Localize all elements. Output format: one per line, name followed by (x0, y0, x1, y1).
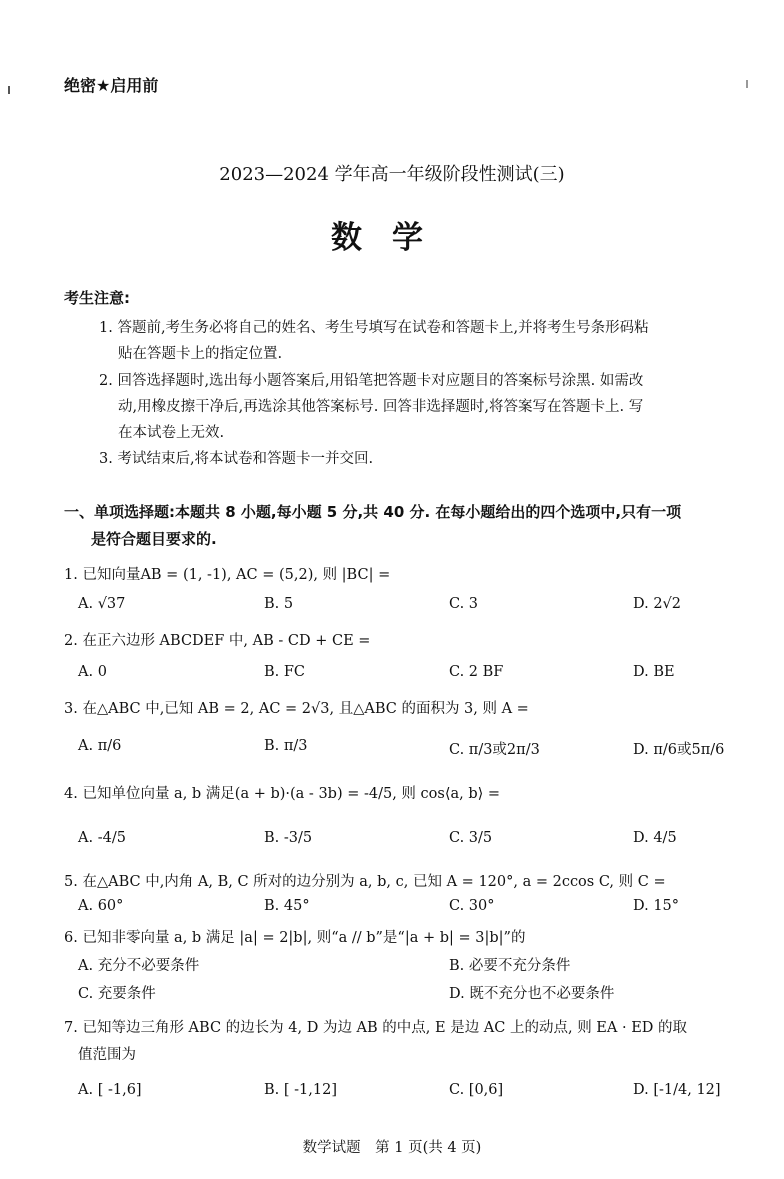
confidential-label: 绝密★启用前 (64, 76, 159, 95)
question-7-stem: 7. 已知等边三角形 ABC 的边长为 4, D 为边 AB 的中点, E 是边 AC 上的动点, 则 EA · ED 的取 (64, 1020, 688, 1036)
question-3-stem: 3. 在△ABC 中,已知 AB = 2, AC = 2√3, 且△ABC 的面积为 3, 则 A = (64, 701, 529, 717)
question-1-stem: 1. 已知向量AB = (1, -1), AC = (5,2), 则 |BC| = (64, 567, 391, 583)
q7-option-d: D. [-1/4, 12] (633, 1082, 721, 1098)
subject-title: 数学 (331, 220, 453, 256)
q1-option-b: B. 5 (264, 596, 294, 612)
q2-option-c: C. 2 BF (449, 664, 504, 680)
q6-option-a: A. 充分不必要条件 (78, 958, 200, 974)
q2-option-d: D. BE (633, 664, 675, 680)
q7-option-c: C. [0,6] (449, 1082, 504, 1098)
question-2-stem: 2. 在正六边形 ABCDEF 中, AB - CD + CE = (64, 633, 371, 649)
q7-option-b: B. [ -1,12] (264, 1082, 337, 1098)
q4-option-a: A. -4/5 (78, 830, 126, 846)
notice-line: 1. 答题前,考生务必将自己的姓名、考生号填写在试卷和答题卡上,并将考生号条形码粘 (99, 320, 649, 336)
scan-mark (8, 86, 10, 94)
q3-option-c: C. π/3或2π/3 (449, 742, 540, 758)
exam-title: 2023—2024 学年高一年级阶段性测试(三) (219, 164, 565, 185)
q4-option-c: C. 3/5 (449, 830, 493, 846)
question-5-stem: 5. 在△ABC 中,内角 A, B, C 所对的边分别为 a, b, c, 已知 A = 120°, a = 2ccos C, 则 C = (64, 874, 666, 890)
notice-line: 在本试卷上无效. (118, 425, 225, 441)
q6-option-b: B. 必要不充分条件 (449, 958, 571, 974)
q5-option-a: A. 60° (78, 898, 124, 914)
q2-option-b: B. FC (264, 664, 306, 680)
q4-option-b: B. -3/5 (264, 830, 313, 846)
q6-option-d: D. 既不充分也不必要条件 (449, 986, 615, 1002)
notice-line: 2. 回答选择题时,选出每小题答案后,用铅笔把答题卡对应题目的答案标号涂黑. 如需改 (99, 373, 644, 389)
notice-line: 贴在答题卡上的指定位置. (118, 346, 283, 362)
q4-option-d: D. 4/5 (633, 830, 677, 846)
notice-heading: 考生注意: (64, 289, 130, 307)
scan-mark (746, 80, 748, 88)
q3-option-d: D. π/6或5π/6 (633, 742, 725, 758)
q3-option-b: B. π/3 (264, 738, 308, 754)
question-6-stem: 6. 已知非零向量 a, b 满足 |a| = 2|b|, 则“a // b”是“|a + b| = 3|b|”的 (64, 930, 526, 946)
notice-line: 动,用橡皮擦干净后,再选涂其他答案标号. 回答非选择题时,将答案写在答题卡上. 写 (118, 399, 644, 415)
q6-option-c: C. 充要条件 (78, 986, 156, 1002)
section-heading: 一、单项选择题:本题共 8 小题,每小题 5 分,共 40 分. 在每小题给出的四个选项中,只有一项 (64, 503, 682, 521)
notice-line: 3. 考试结束后,将本试卷和答题卡一并交回. (99, 451, 374, 467)
q7-option-a: A. [ -1,6] (78, 1082, 142, 1098)
q5-option-d: D. 15° (633, 898, 680, 914)
q2-option-a: A. 0 (78, 664, 107, 680)
q1-option-a: A. √37 (78, 596, 126, 612)
section-heading-cont: 是符合题目要求的. (91, 530, 217, 548)
q1-option-c: C. 3 (449, 596, 479, 612)
question-7-stem-cont: 值范围为 (78, 1047, 136, 1063)
q1-option-d: D. 2√2 (633, 596, 682, 612)
q5-option-b: B. 45° (264, 898, 310, 914)
q5-option-c: C. 30° (449, 898, 495, 914)
page-footer: 数学试题 第 1 页(共 4 页) (302, 1140, 482, 1156)
question-4-stem: 4. 已知单位向量 a, b 满足(a + b)·(a - 3b) = -4/5, 则 cos⟨a, b⟩ = (64, 786, 501, 802)
q3-option-a: A. π/6 (78, 738, 122, 754)
